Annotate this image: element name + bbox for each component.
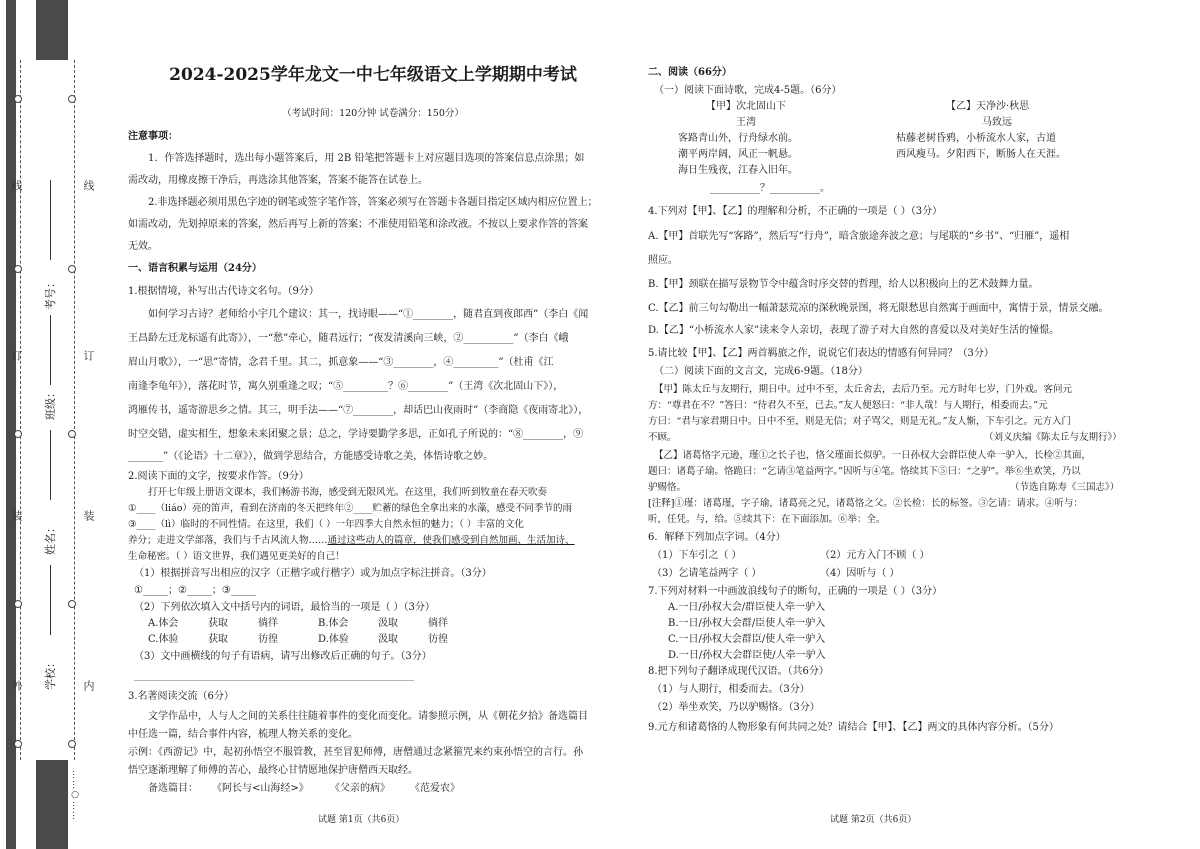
- q1-line: 如何学习古诗？老师给小宇几个建议：其一，找诗眼——“①________，随君直到夜郎西”（李白《闻: [148, 309, 589, 320]
- q2-option: 汲取: [378, 634, 398, 645]
- text-a-line: 【甲】陈太丘与友期行，期日中。过中不至，太丘舍去，去后乃至。元方时年七岁，门外戏。客问元: [654, 384, 1073, 395]
- poem-b-title: 【乙】天净沙·秋思: [946, 101, 1030, 112]
- notice-line: 如需改动，先划掉原来的答案，然后再写上新的答案；不准使用铅笔和涂改液。不按以上要求作答的答案: [128, 219, 588, 230]
- text-a-line: 方曰：“君与家君期日中。日中不至，则是无信；对子骂父，则是无礼。”友人惭，下车引之。元方入门: [648, 416, 1071, 427]
- q4-option[interactable]: A.【甲】首联先写“客路”，然后写“行舟”，暗含旅途奔波之意；与尾联的“乡书”、“归雁”，遥相: [648, 231, 1070, 242]
- q2-passage: ①____（liáo）亮的笛声，看到在济南的冬天把终年②____贮蓄的绿色全拿出来的水藻，感受不同季节的雨: [128, 503, 572, 514]
- binding-label-inner: 内: [82, 680, 95, 692]
- q3-line: 中任选一篇，结合事件内容，梳理人物关系的变化。: [128, 729, 358, 740]
- binding-label-inner: 线: [82, 180, 95, 192]
- section1-heading: 一、语言积累与运用（24分）: [128, 263, 262, 274]
- section2-heading: 二、阅读（66分）: [648, 67, 732, 78]
- q3-choice: 《阿长与<山海经>》: [212, 783, 309, 794]
- exam-subtitle: （考试时间：120分钟 试卷满分：150分）: [282, 108, 464, 119]
- q5-title: 5.请比较【甲】、【乙】两首羁旅之作，说说它们表达的情感有何异同？（3分）: [648, 348, 994, 359]
- q2-option[interactable]: C.体验: [148, 634, 179, 645]
- q8-item: （1）与人期行，相委而去。（3分）: [652, 684, 810, 695]
- q2-passage: 打开七年级上册语文课本，我们畅游书海，感受到无限风光。在这里，我们听到牧童在春天吹奏: [148, 487, 548, 498]
- binding-dots: ……○……: [70, 770, 80, 821]
- text-a-source: （刘义庆编《陈太丘与友期行》）: [984, 432, 1122, 443]
- q2-passage: ③____（lì）临时的不同性情。在这里，我们（ ）一年四季大自然永恒的魅力；（ ）丰富的文化: [128, 519, 524, 530]
- poem-b-line: 西风瘦马。夕阳西下，断肠人在天涯。: [896, 149, 1066, 160]
- q3-line: 悟空逐渐理解了师傅的苦心，最终心甘情愿地保护唐僧西天取经。: [128, 765, 418, 776]
- binding-hole: [14, 740, 22, 748]
- binding-bar-left: [6, 0, 16, 849]
- q4-option[interactable]: C.【乙】前三句勾勒出一幅萧瑟荒凉的深秋晚景图，将无限愁思自然寓于画面中，寓情于景，情景交融。: [648, 303, 1109, 314]
- field-school: 学校：: [44, 657, 57, 690]
- q7-option[interactable]: A.一日/孙权大会/群臣使人牵一驴入: [668, 602, 826, 613]
- q2-title: 2.阅读下面的文字，按要求作答。（9分）: [128, 471, 309, 482]
- q2-option: 获取: [208, 634, 228, 645]
- text-b-line: 题曰：诸葛子瑜。恪跪曰：“乞请③笔益两字。”因听与④笔。恪续其下⑤曰：“之驴”。举⑥坐欢笑，乃以: [648, 466, 1081, 477]
- q2-sub3: （3）文中画横线的句子有语病，请写出修改后正确的句子。（3分）: [134, 651, 432, 662]
- q2-option: 汲取: [378, 618, 398, 629]
- binding-bar-right-top: [36, 0, 68, 60]
- text-a-line: 方：“尊君在不？”答曰：“待君久不至，已去。”友人便怒曰：“非人哉！与人期行，相委而去。”元: [648, 400, 1048, 411]
- poem-a-blank[interactable]: __________？__________。: [710, 183, 830, 194]
- notice-heading: 注意事项：: [128, 131, 178, 142]
- binding-label-inner: 订: [82, 350, 95, 362]
- poem-a-author: 王湾: [736, 117, 756, 128]
- binding-dash-right: [74, 60, 75, 760]
- q6-item[interactable]: （3）乞请笔益两字（ ）: [652, 568, 762, 579]
- poem-a-line: 客路青山外，行舟绿水前。: [678, 133, 798, 144]
- notes-line: [注释]①瑾：诸葛瑾，字子瑜，诸葛亮之兄，诸葛恪之父。②长检：长的标签。③乞请：请求。④听与：: [648, 498, 1083, 509]
- q2-passage: 生命秘密。（ ）语文世界，我们遇见更美好的自己！: [128, 551, 345, 562]
- q1-line: 时空交错，虚实相生，想象未来团聚之景；总之，学诗要勤学多思，正如孔子所说的：“⑧________，⑨: [128, 429, 584, 440]
- q2-passage-part: 养分；走进文学部落，我们与千古风流人物……: [128, 535, 328, 546]
- q2-option: 徜徉: [258, 618, 278, 629]
- binding-hole: [68, 600, 76, 608]
- text-b-line: 【乙】诸葛恪字元逊，瑾①之长子也，恪父瑾面长似驴。一日孙权大会群臣使人牵一驴入，长检②其面，: [654, 450, 1092, 461]
- q6-item[interactable]: （2）元方入门不顾（ ）: [820, 550, 930, 561]
- field-number-line[interactable]: [50, 180, 51, 260]
- q2-option: 徜徉: [428, 618, 448, 629]
- q1-line: 眉山月歌》），一“思”寄情，念君千里。其二，抓意象——“③________，④_________”（杜甫《江: [128, 357, 554, 368]
- q3-choices-label: 备选篇目：: [148, 783, 198, 794]
- binding-hole: [68, 265, 76, 273]
- notice-line: 需改动，用橡皮擦干净后，再选涂其他答案，答案不能答在试卷上。: [128, 175, 428, 186]
- poem-a-title: 【甲】次北固山下: [706, 101, 786, 112]
- q6-item[interactable]: （1）下车引之（ ）: [652, 550, 742, 561]
- binding-hole: [68, 740, 76, 748]
- binding-label-outer: 订: [10, 350, 23, 362]
- part2-intro: （二）阅读下面的文言文，完成6-9题。（18分）: [654, 366, 868, 377]
- q2-answer-line[interactable]: ______________________________________________________________________: [134, 672, 414, 681]
- q4-option[interactable]: D.【乙】“小桥流水人家”读来令人亲切，表现了游子对大自然的喜爱以及对美好生活的憧憬。: [648, 325, 1060, 336]
- poem-a-line: 潮平两岸阔，风正一帆悬。: [678, 149, 798, 160]
- q2-option: 获取: [208, 618, 228, 629]
- field-class-line[interactable]: [50, 315, 51, 385]
- q7-option[interactable]: C.一日/孙权大会群臣/使人牵一驴入: [668, 634, 826, 645]
- q1-line: 王昌龄左迁龙标遥有此寄》），一“愁”牵心，随君远行；“夜发清溪向三峡，②__________”（李白《峨: [128, 333, 569, 344]
- footer-page2: 试题 第2页（共6页）: [830, 815, 917, 825]
- field-class: 班级：: [44, 387, 57, 420]
- binding-strip: [0, 0, 104, 849]
- q1-line: 南逢李龟年》），落花时节，寓久别重逢之叹；“⑤_________？⑥________”（王湾《次北固山下》），: [128, 381, 564, 392]
- poem-a-line: 海日生残夜，江春入旧年。: [678, 165, 798, 176]
- binding-hole: [14, 430, 22, 438]
- q4-option[interactable]: B.【甲】颈联在描写景物节令中蕴含时序交替的哲理，给人以积极向上的艺术鼓舞力量。: [648, 279, 1039, 290]
- binding-label-outer: 外: [10, 680, 23, 692]
- notes-line: 听，任凭。与，给。⑤续其下：在下面添加。⑥举：全。: [648, 514, 886, 525]
- q6-item[interactable]: （4）因听与（ ）: [820, 568, 900, 579]
- q2-option[interactable]: A.体会: [148, 618, 179, 629]
- footer-page1: 试题 第1页（共6页）: [318, 815, 405, 825]
- part1-intro: （一）阅读下面诗歌，完成4-5题。（6分）: [654, 85, 842, 96]
- binding-hole: [68, 430, 76, 438]
- binding-hole: [14, 265, 22, 273]
- binding-bar-right-bottom: [36, 760, 68, 849]
- q1-line: 鸿雁传书，遥寄游思乡之情。其三，明手法——“⑦________，却话巴山夜雨时”（李商隐《夜雨寄北》），: [128, 405, 589, 416]
- q3-line: 示例：《西游记》中，起初孙悟空不服管教，甚至冒犯师傅，唐僧通过念紧箍咒来约束孙悟空的言行。孙: [128, 747, 583, 758]
- q8-item: （2）举坐欢笑，乃以驴赐恪。（3分）: [652, 702, 820, 713]
- q7-title: 7.下列对材料一中画波浪线句子的断句，正确的一项是（ ）（3分）: [648, 586, 943, 597]
- text-b-line: 驴赐恪。: [648, 482, 687, 493]
- field-name-line[interactable]: [50, 430, 51, 500]
- q3-title: 3.名著阅读交流（6分）: [128, 691, 234, 702]
- notice-line: 无效。: [128, 241, 158, 252]
- field-name: 姓名：: [44, 522, 57, 555]
- q3-choice: 《范爱农》: [410, 783, 460, 794]
- field-school-line[interactable]: [50, 565, 51, 635]
- q2-option: 彷徨: [258, 634, 278, 645]
- notice-line: 2.非选择题必须用黑色字迹的钢笔或签字笔作答，答案必须写在答题卡各题目指定区域内相应位置上；: [148, 197, 598, 208]
- notice-line: 1．作答选择题时，选出每小题答案后，用 2B 铅笔把答题卡上对应题目选项的答案信息点涂黑；如: [148, 153, 585, 164]
- binding-hole: [14, 600, 22, 608]
- binding-dash-left: [20, 60, 21, 760]
- q1-line: _______”（《论语》十二章》），做到学思结合，方能感受诗歌之美，体悟诗歌之妙。: [128, 451, 494, 462]
- poem-b-author: 马致远: [982, 117, 1012, 128]
- q2-sub2: （2）下列依次填入文中括号内的词语，最恰当的一项是（ ）（3分）: [134, 602, 435, 613]
- q2-option[interactable]: D.体验: [318, 634, 349, 645]
- q8-title: 8.把下列句子翻译成现代汉语。（共6分）: [648, 666, 829, 677]
- q9-title: 9.元方和诸葛恪的人物形象有何共同之处？请结合【甲】、【乙】两文的具体内容分析。（5分）: [648, 722, 1059, 733]
- poem-b-line: 枯藤老树昏鸦，小桥流水人家，古道: [896, 133, 1056, 144]
- q3-choice: 《父亲的病》: [330, 783, 390, 794]
- q4-title: 4.下列对【甲】、【乙】的理解和分析，不正确的一项是（ ）（3分）: [648, 206, 943, 217]
- text-b-source: （节选自陈寿《三国志》）: [1010, 482, 1120, 493]
- binding-label-outer: 装: [10, 510, 23, 522]
- q3-line: 文学作品中，人与人之间的关系往往随着事件的变化而变化。请参照示例，从《朝花夕拾》备选篇目: [148, 711, 588, 722]
- text-a-line: 不顾。: [648, 432, 677, 443]
- q2-sub1: （1）根据拼音写出相应的汉字（正楷字或行楷字）或为加点字标注拼音。（3分）: [134, 568, 492, 579]
- q2-sub1-blanks[interactable]: ①_____；②_____；③_____: [134, 585, 256, 596]
- q4-option: 照应。: [648, 255, 678, 266]
- q2-option: 彷徨: [428, 634, 448, 645]
- binding-label-outer: 线: [10, 180, 23, 192]
- binding-hole: [14, 95, 22, 103]
- field-number: 考号：: [44, 277, 57, 310]
- q7-option[interactable]: B.一日/孙权大会群/臣使人牵一驴入: [668, 618, 826, 629]
- q6-title: 6．解释下列加点字词。（4分）: [648, 532, 786, 543]
- binding-hole: [68, 95, 76, 103]
- q2-underlined-sentence: 通过这些动人的篇章，使我们感受到自然加画、生活加诗、: [327, 535, 575, 546]
- q2-option[interactable]: B.体会: [318, 618, 349, 629]
- q1-title: 1.根据情境，补写出古代诗文名句。（9分）: [128, 286, 319, 297]
- exam-title: 2024-2025学年龙文一中七年级语文上学期期中考试: [169, 65, 577, 85]
- binding-label-inner: 装: [82, 510, 95, 522]
- q7-option[interactable]: D.一日/孙权大会群臣使/人牵一驴入: [668, 650, 826, 661]
